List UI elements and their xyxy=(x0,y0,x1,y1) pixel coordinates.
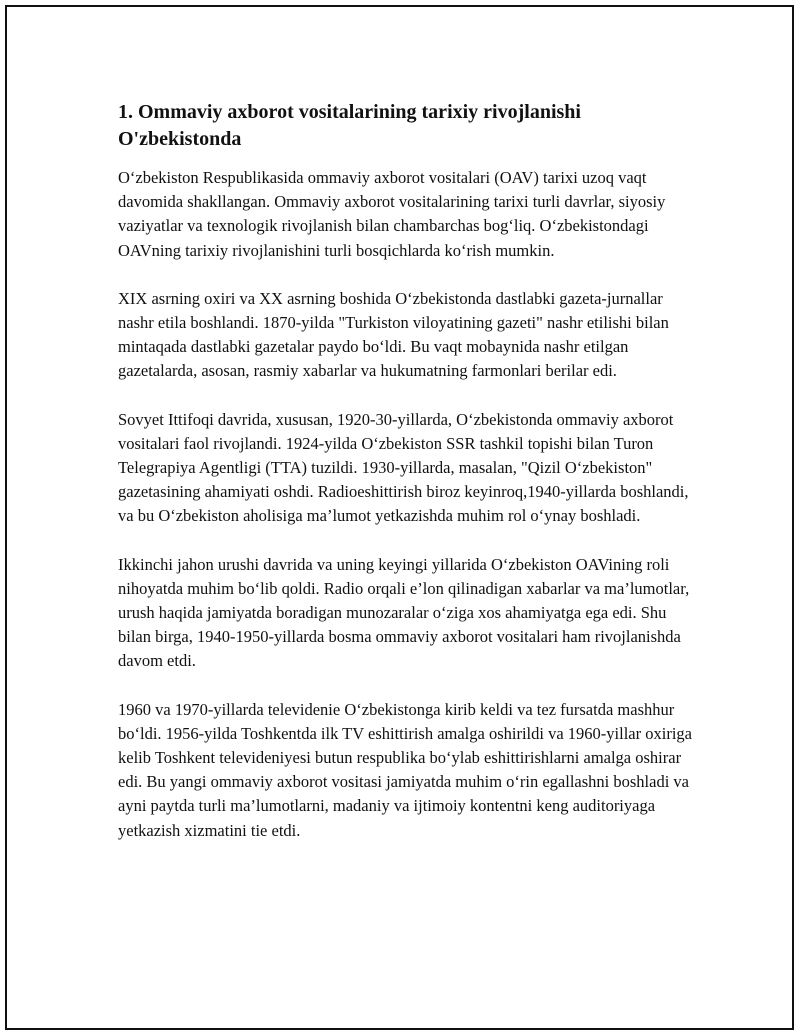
paragraph-world-war-two: Ikkinchi jahon urushi davrida va uning keyingi yillarida O‘zbekiston OAVining roli nihoyatda muhim bo‘lib qoldi. Radio orqali e’lon qilinadigan xabarlar va ma’lumotlar, urush haqida jamiyatda boradigan munozaralar o‘ziga xos ahamiyatga ega edi. Shu bilan birga, 1940-1950-yillarda bosma ommaviy axborot vositalari ham rivojlanishda davom etdi. xyxy=(118,554,690,671)
document-page xyxy=(5,5,794,1030)
section-title: 1. Ommaviy axborot vositalarining tarixiy rivojlanishi O'zbekistonda xyxy=(118,101,581,150)
paragraph-intro: O‘zbekiston Respublikasida ommaviy axborot vositalari (OAV) tarixi uzoq vaqt davomida shakllangan. Ommaviy axborot vositalarining tarixi turli davrlar, siyosiy vaziyatlar va texnologik rivojlanish bilan chambarchas bog‘liq. O‘zbekistondagi OAVning tarixiy rivojlanishini turli bosqichlarda ko‘rish mumkin. xyxy=(118,168,666,260)
paragraph-19th-century: XIX asrning oxiri va XX asrning boshida O‘zbekistonda dastlabki gazeta-jurnallar nashr etila boshlandi. 1870-yilda "Turkiston viloyatining gazeti" nashr etilishi bilan mintaqada dastlabki gazetalar paydo bo‘ldi. Bu vaqt mobaynida nashr etilgan gazetalarda, asosan, rasmiy xabarlar va hukumatning farmonlari berilar edi. xyxy=(118,288,669,381)
paragraph-television: 1960 va 1970-yillarda televidenie O‘zbekistonga kirib keldi va tez fursatda mashhur bo‘ldi. 1956-yilda Toshkentda ilk TV eshittirish amalga oshirildi va 1960-yillar oxiriga kelib Toshkent televideniyesi butun respublika bo‘ylab eshittirishlarni amalga oshirar edi. Bu yangi ommaviy axborot vositasi jamiyatda muhim o‘rin egallashni boshladi va ayni paytda turli ma’lumotlarni, madaniy va ijtimoiy kontentni keng auditoriyaga yetkazish xizmatini tie etdi. xyxy=(118,699,692,840)
paragraph-soviet-period: Sovyet Ittifoqi davrida, xususan, 1920-30-yillarda, O‘zbekistonda ommaviy axborot vositalari faol rivojlandi. 1924-yilda O‘zbekiston SSR tashkil topishi bilan Turon Telegrapiya Agentligi (TTA) tuzildi. 1930-yillarda, masalan, "Qizil O‘zbekiston" gazetasining ahamiyati oshdi. Radioeshittirish biroz keyinroq,1940-yillarda boshlandi, va bu O‘zbekiston aholisiga ma’lumot yetkazishda muhim rol o‘ynay boshladi. xyxy=(118,409,689,526)
document-body xyxy=(118,99,698,867)
